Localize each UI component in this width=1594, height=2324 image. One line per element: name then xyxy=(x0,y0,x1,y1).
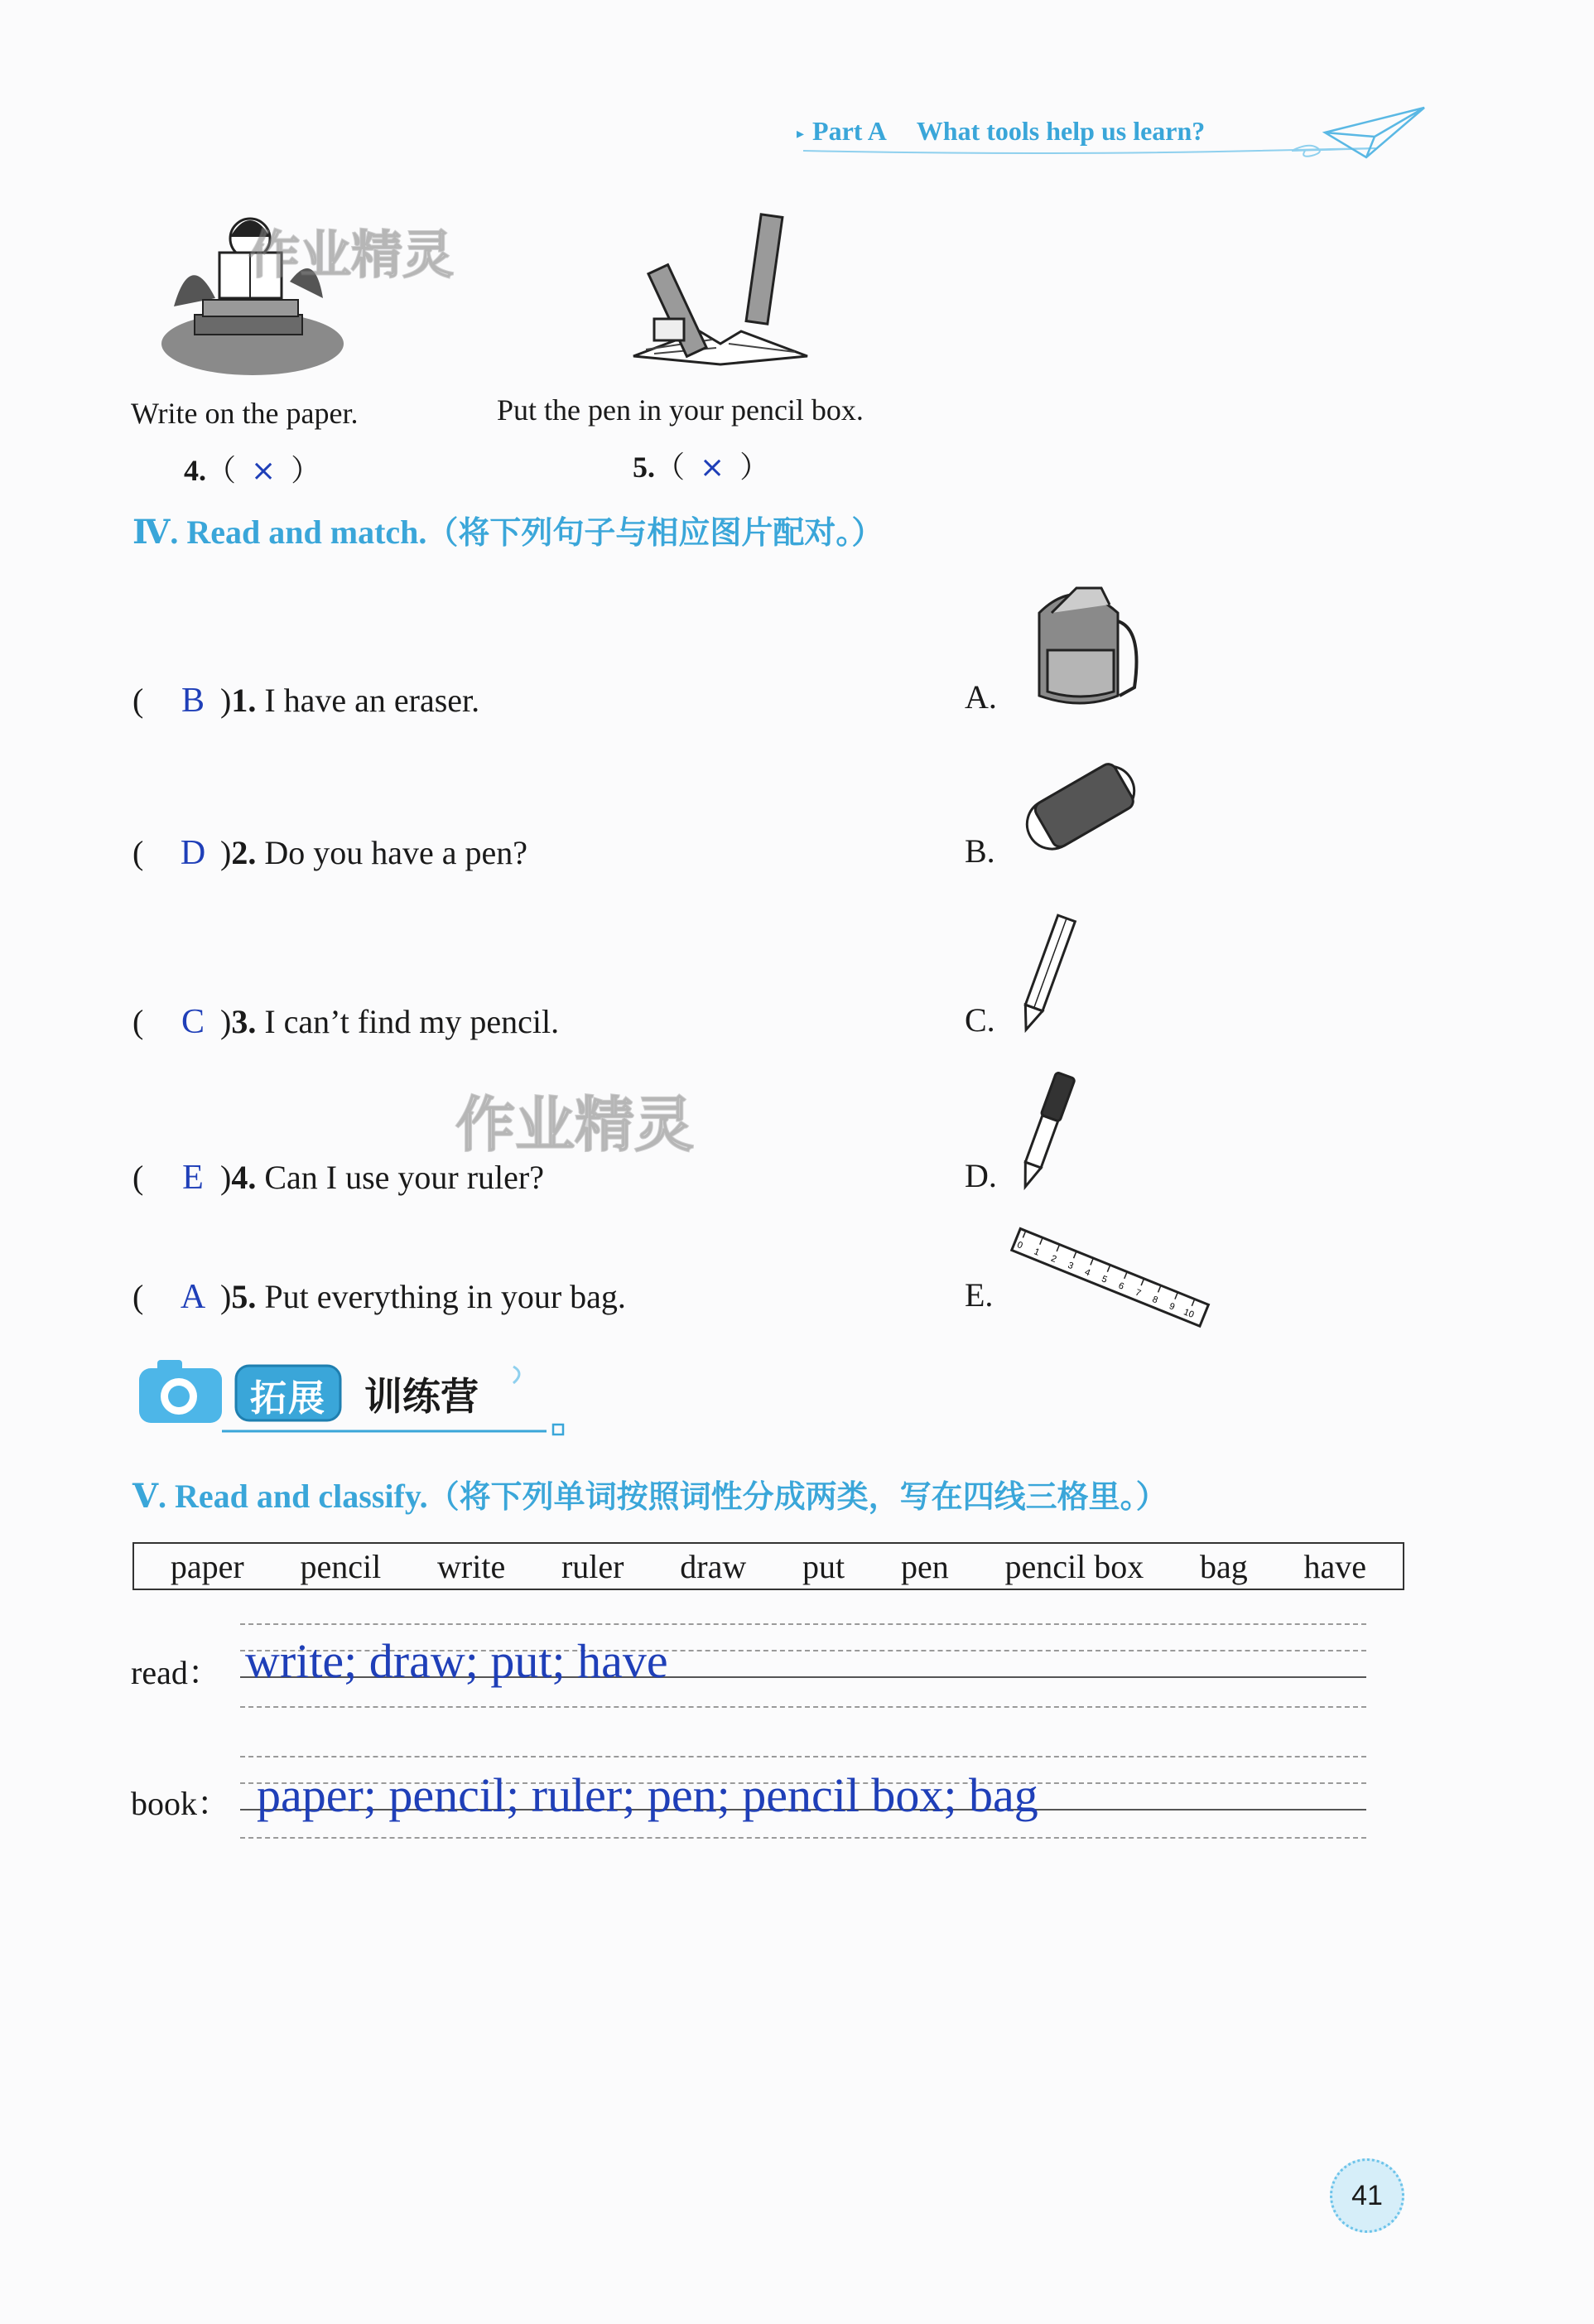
ruler-tick-label: 8 xyxy=(1150,1294,1159,1306)
word-item: have xyxy=(1303,1547,1367,1585)
ruler-tick-label: 7 xyxy=(1134,1287,1143,1299)
match-row-1: ( B )1. I have an eraser. xyxy=(132,682,480,720)
pen-illustration xyxy=(1006,1068,1089,1193)
ruler-tick-label: 6 xyxy=(1116,1280,1126,1292)
header-part: Part A xyxy=(812,116,887,146)
ruler-tick-label: 1 xyxy=(1032,1246,1042,1258)
word-item: pencil box xyxy=(1004,1547,1144,1585)
banner-title: 训练营 xyxy=(364,1374,479,1419)
answer-mark-4: × xyxy=(251,454,277,488)
camera-banner-graphic xyxy=(132,1350,580,1441)
caption-4: Write on the paper. xyxy=(131,397,359,430)
word-item: pencil xyxy=(300,1547,382,1585)
match-answer: B xyxy=(181,682,205,720)
writing-line xyxy=(240,1706,1366,1708)
pencil-illustration xyxy=(1006,911,1089,1035)
watermark: 作业精灵 xyxy=(455,1090,695,1160)
triangle-icon: ▸ xyxy=(797,125,805,142)
match-answer: D xyxy=(180,834,206,872)
watermark: 作业精灵 xyxy=(248,224,455,285)
category-answer-read: write; draw; put; have xyxy=(245,1634,668,1688)
word-item: put xyxy=(802,1547,845,1585)
page-number: 41 xyxy=(1330,2158,1404,2233)
match-answer: E xyxy=(182,1159,204,1197)
word-item: bag xyxy=(1200,1547,1248,1585)
option-d: D. xyxy=(965,1157,997,1194)
ruler-tick-label: 9 xyxy=(1168,1301,1177,1313)
caption-5: Put the pen in your pencil box. xyxy=(497,393,864,427)
word-item: ruler xyxy=(561,1547,624,1585)
running-header xyxy=(797,116,1205,147)
writing-line xyxy=(240,1756,1366,1757)
section-4-instruction: （将下列句子与相应图片配对。） xyxy=(426,514,884,551)
word-item: draw xyxy=(680,1547,747,1585)
option-e: E. xyxy=(965,1276,994,1314)
ruler-tick-label: 10 xyxy=(1182,1307,1196,1321)
writing-line xyxy=(240,1623,1366,1625)
category-label-book: book： xyxy=(131,1785,230,1822)
header-title: What tools help us learn? xyxy=(916,116,1206,146)
section-5-title: Ⅴ. Read and classify.（将下列单词按照词性分成两类，写在四线三格里。） xyxy=(132,1478,1168,1515)
section-5-instruction: （将下列单词按照词性分成两类，写在四线三格里。） xyxy=(427,1478,1168,1515)
section-4-title: Ⅳ. Read and match.（将下列句子与相应图片配对。） xyxy=(132,513,884,551)
match-row-4: ( E )4. Can I use your ruler? xyxy=(132,1159,544,1197)
judge-item-4: 4.（ × ） xyxy=(184,454,321,488)
writing-line xyxy=(240,1837,1366,1839)
match-row-5: ( A )5. Put everything in your bag. xyxy=(132,1278,626,1316)
ruler-tick-label: 3 xyxy=(1066,1260,1075,1272)
ruler-tick-label: 2 xyxy=(1049,1253,1058,1265)
category-label-read: read： xyxy=(131,1654,221,1691)
pencils-on-book-illustration xyxy=(621,207,820,373)
answer-mark-5: × xyxy=(700,451,725,485)
ruler-tick-label: 0 xyxy=(1015,1240,1024,1251)
option-a: A. xyxy=(965,678,997,716)
word-item: pen xyxy=(900,1547,949,1585)
match-answer: A xyxy=(180,1278,206,1316)
match-row-2: ( D )2. Do you have a pen? xyxy=(132,834,527,872)
ruler-tick-label: 4 xyxy=(1083,1266,1092,1279)
word-bank xyxy=(132,1542,1404,1590)
ruler-illustration xyxy=(1014,1226,1221,1325)
category-answer-book: paper; pencil; ruler; pen; pencil box; bag xyxy=(257,1768,1038,1822)
banner-badge: 拓展 xyxy=(250,1377,326,1420)
eraser-illustration xyxy=(1014,750,1147,865)
word-item: paper xyxy=(170,1547,244,1585)
match-row-3: ( C )3. I can’t find my pencil. xyxy=(132,1003,560,1041)
ruler-tick-label: 5 xyxy=(1100,1274,1109,1285)
option-c: C. xyxy=(965,1001,995,1039)
backpack-illustration xyxy=(1010,580,1151,712)
word-item: write xyxy=(437,1547,506,1585)
option-b: B. xyxy=(965,832,995,870)
match-answer: C xyxy=(181,1003,205,1041)
judge-item-5: 5.（ × ） xyxy=(633,451,770,485)
